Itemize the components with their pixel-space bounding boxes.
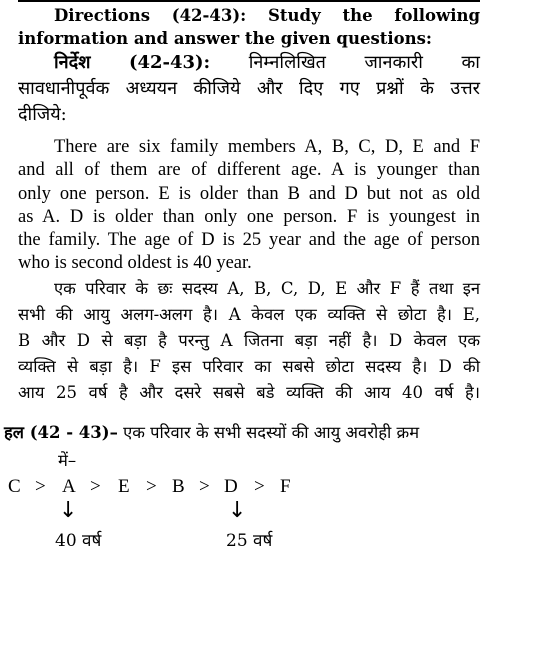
paragraph-line: व्यक्ति से बड़ा है। F इस परिवार का सबसे छोटा सदस्य है। D की [18, 357, 480, 376]
order-item: B [172, 476, 185, 497]
directions-english [18, 4, 480, 50]
directions-hindi-word: निर्देश [54, 52, 91, 73]
puzzle-paragraph-hindi [18, 276, 480, 406]
order-item: > [254, 476, 265, 497]
directions-hindi-word: (42-43): [128, 52, 211, 73]
order-item: E [118, 476, 130, 497]
order-item: > [199, 476, 210, 497]
directions-hindi-word: जानकारी [364, 52, 423, 73]
puzzle-paragraph-english [18, 136, 480, 276]
solution-label: हल (42 - 43)– [4, 423, 118, 442]
top-rule [18, 0, 480, 2]
paragraph-line: B और D से बड़ा है परन्तु A जितना बड़ा नहीं है। D केवल एक [18, 331, 480, 350]
solution-heading [4, 420, 484, 446]
solution-text: एक परिवार के सभी सदस्यों की आयु अवरोही क्रम [123, 423, 420, 442]
directions-hindi-line-2: सावधानीपूर्वक अध्ययन कीजिये और दिए गए प्रश्नों के उत्तर [18, 78, 480, 99]
solution-text-continued: में– [58, 451, 77, 470]
directions-word: (42-43): [171, 6, 247, 25]
directions-word: the [342, 6, 373, 25]
order-item: > [90, 476, 101, 497]
down-arrow-icon: ↓ [228, 498, 247, 523]
directions-hindi-word: का [461, 52, 480, 73]
paragraph-line: सभी की आयु अलग-अलग है। A केवल एक व्यक्ति से छोटा है। E, [18, 305, 480, 324]
directions-word: following [394, 6, 480, 25]
down-arrow-icon: ↓ [59, 498, 78, 523]
directions-word: Study [268, 6, 321, 25]
age-of-a: 40 वर्ष [55, 531, 102, 551]
paragraph-line: There are six family members A, B, C, D, E and F [54, 137, 480, 157]
order-item: A [62, 476, 76, 497]
directions-hindi-line-3: दीजिये: [18, 104, 67, 125]
paragraph-line: एक परिवार के छः सदस्य A, B, C, D, E और F हैं तथा इन [54, 279, 480, 298]
order-item: > [146, 476, 157, 497]
age-of-d: 25 वर्ष [226, 531, 273, 551]
paragraph-line: as A. D is older than only one person. F is youngest in [18, 206, 480, 227]
directions-hindi-line-1 [18, 50, 480, 76]
order-item: > [35, 476, 46, 497]
paragraph-line: who is second oldest is 40 year. [18, 253, 252, 274]
paragraph-line: and all of them are of different age. A is younger than [18, 160, 480, 181]
directions-english-line-2: information and answer the given questions: [18, 29, 433, 48]
order-item: D [224, 476, 238, 497]
directions-english-line-1 [18, 4, 480, 27]
paragraph-line: आय 25 वर्ष है और दसरे सबसे बडे व्यक्ति की आय 40 वर्ष है। [18, 383, 480, 402]
directions-word: Directions [54, 6, 150, 25]
directions-hindi-word: निम्नलिखित [248, 52, 326, 73]
directions-hindi [18, 50, 480, 128]
paragraph-line: only one person. E is older than B and D but not as old [18, 183, 480, 204]
order-item: F [280, 476, 291, 497]
paragraph-line: the family. The age of D is 25 year and the age of person [18, 230, 480, 251]
order-item: C [8, 476, 21, 497]
